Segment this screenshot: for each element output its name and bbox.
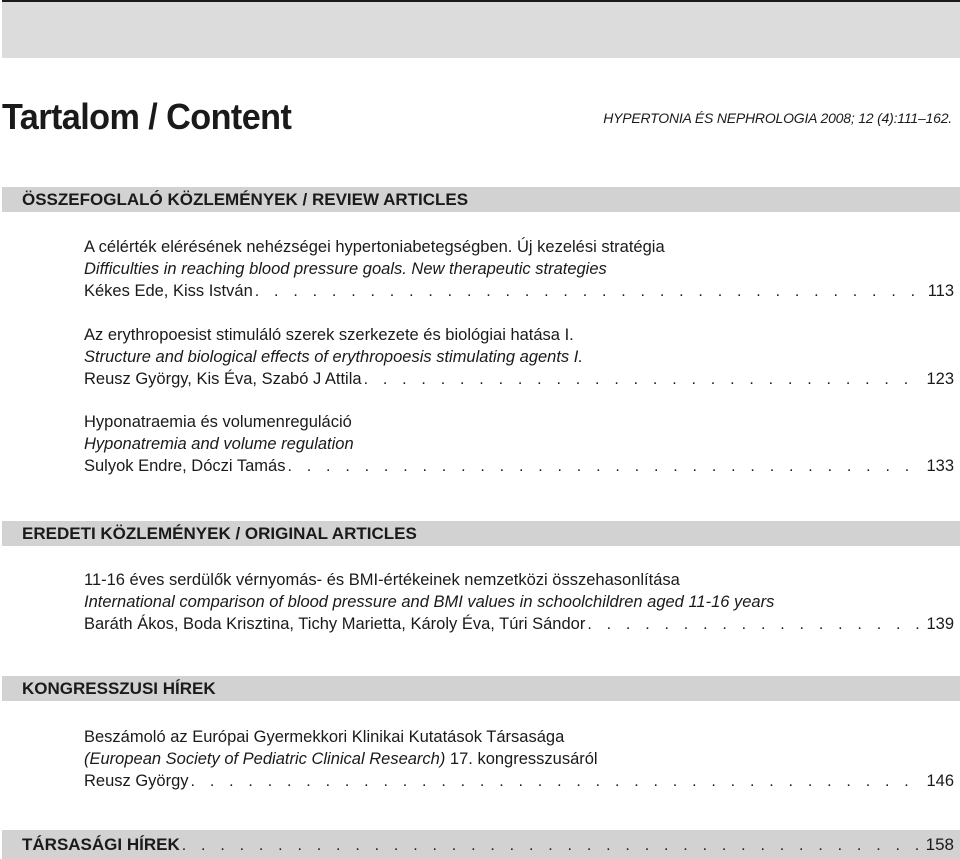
entry-author-line (84, 368, 954, 391)
entry-title-en-line (84, 748, 954, 770)
entry-page-number: 139 (926, 615, 954, 633)
dot-leader (585, 614, 922, 636)
entry-author-line (84, 613, 954, 636)
entry-author-line (84, 770, 954, 793)
entry-title-hu: 11-16 éves serdülők vérnyomás- és BMI-értékeinek nemzetközi összehasonlítása (84, 571, 680, 589)
toc-entry[interactable] (84, 324, 954, 391)
entry-page-number: 133 (926, 457, 954, 475)
dot-leader (253, 281, 924, 303)
entry-authors: Kékes Ede, Kiss István (84, 282, 253, 300)
section-lead-line (22, 835, 954, 855)
section-title: TÁRSASÁGI HÍREK (22, 835, 180, 854)
entry-authors: Reusz György (84, 772, 189, 790)
entry-page-number: 123 (926, 370, 954, 388)
entry-author-line (84, 280, 954, 303)
entry-title-hu: A célérték elérésének nehézségei hypertoniabetegségben. Új kezelési stratégia (84, 238, 665, 256)
entry-title-en: (European Society of Pediatric Clinical Research) (84, 750, 446, 768)
section-title: EREDETI KÖZLEMÉNYEK / ORIGINAL ARTICLES (22, 524, 417, 543)
header-band (2, 0, 960, 58)
section-title: ÖSSZEFOGLALÓ KÖZLEMÉNYEK / REVIEW ARTICLES (22, 190, 469, 209)
entry-author-line (84, 455, 954, 478)
journal-citation: HYPERTONIA ÉS NEPHROLOGIA 2008; 12 (4):111–162. (603, 110, 952, 126)
entry-title-hu: Beszámoló az Európai Gyermekkori Klinikai Kutatások Társasága (84, 728, 565, 746)
entry-title-en: Structure and biological effects of erythropoesis stimulating agents I. (84, 348, 583, 366)
entry-title-en: International comparison of blood pressure and BMI values in schoolchildren aged 11-16 years (84, 593, 775, 611)
page-title: Tartalom / Content (2, 96, 292, 137)
title-row (0, 96, 960, 142)
entry-authors: Baráth Ákos, Boda Krisztina, Tichy Marietta, Károly Éva, Túri Sándor (84, 615, 586, 633)
dot-leader (180, 837, 922, 855)
entry-title-en: Difficulties in reaching blood pressure goals. New therapeutic strategies (84, 260, 607, 278)
section-header-society-news[interactable] (2, 830, 960, 859)
entry-authors: Reusz György, Kis Éva, Szabó J Attila (84, 370, 362, 388)
dot-leader (362, 369, 923, 391)
section-page-number: 158 (925, 835, 954, 854)
toc-entry[interactable] (84, 411, 954, 478)
toc-entry[interactable] (84, 726, 954, 793)
entry-title-hu: Hyponatraemia és volumenreguláció (84, 413, 352, 431)
dot-leader (285, 456, 922, 478)
toc-entry[interactable] (84, 569, 954, 636)
section-header-original (2, 521, 960, 546)
section-title: KONGRESSZUSI HÍREK (22, 679, 216, 698)
entry-title-en: Hyponatremia and volume regulation (84, 435, 354, 453)
entry-title-hu: Az erythropoesist stimuláló szerek szerkezete és biológiai hatása I. (84, 326, 574, 344)
section-header-review (2, 187, 960, 212)
entry-title-en-rest: 17. kongresszusáról (445, 750, 598, 768)
entry-page-number: 113 (927, 282, 954, 300)
entry-page-number: 146 (926, 772, 954, 790)
dot-leader (189, 771, 923, 793)
entry-authors: Sulyok Endre, Dóczi Tamás (84, 457, 286, 475)
toc-entry[interactable] (84, 236, 954, 303)
section-header-congress (2, 676, 960, 701)
